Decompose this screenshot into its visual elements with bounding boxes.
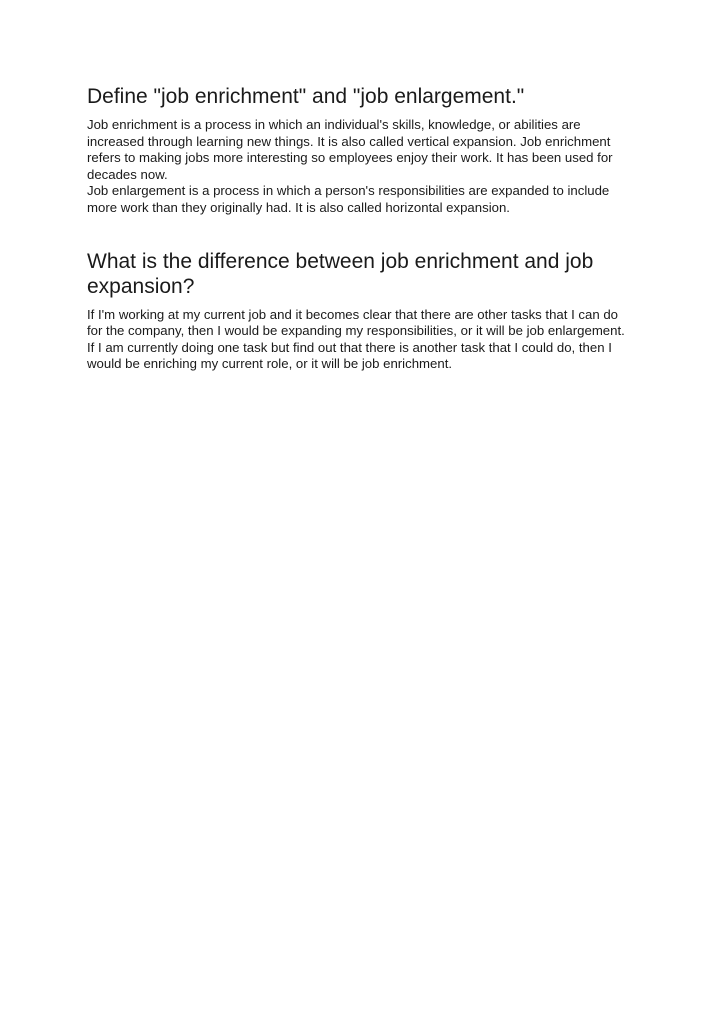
paragraph-enrichment-example: If I am currently doing one task but find out that there is another task that I could do, then I would be enriching my current role, or it will be job enrichment. (87, 339, 612, 372)
section-heading: Define "job enrichment" and "job enlargement." (87, 85, 525, 108)
document-page (87, 84, 632, 373)
paragraph-job-enrichment: Job enrichment is a process in which an individual's skills, knowledge, or abilities are increased through learning new things. It is also called vertical expansion. Job enrichment refers to making jobs more interesting so employees enjoy their work. It has been used for decades now. (87, 117, 613, 182)
section-difference (87, 249, 632, 373)
paragraph-enlargement-example: If I'm working at my current job and it becomes clear that there are other tasks that I can do for the company, then I would be expanding my responsibilities, or it will be job enlargement. (87, 306, 625, 339)
section-heading: What is the difference between job enrichment and job expansion? (87, 249, 594, 298)
paragraph-job-enlargement: Job enlargement is a process in which a person's responsibilities are expanded to include more work than they originally had. It is also called horizontal expansion. (87, 183, 610, 215)
section-definitions (87, 84, 632, 217)
